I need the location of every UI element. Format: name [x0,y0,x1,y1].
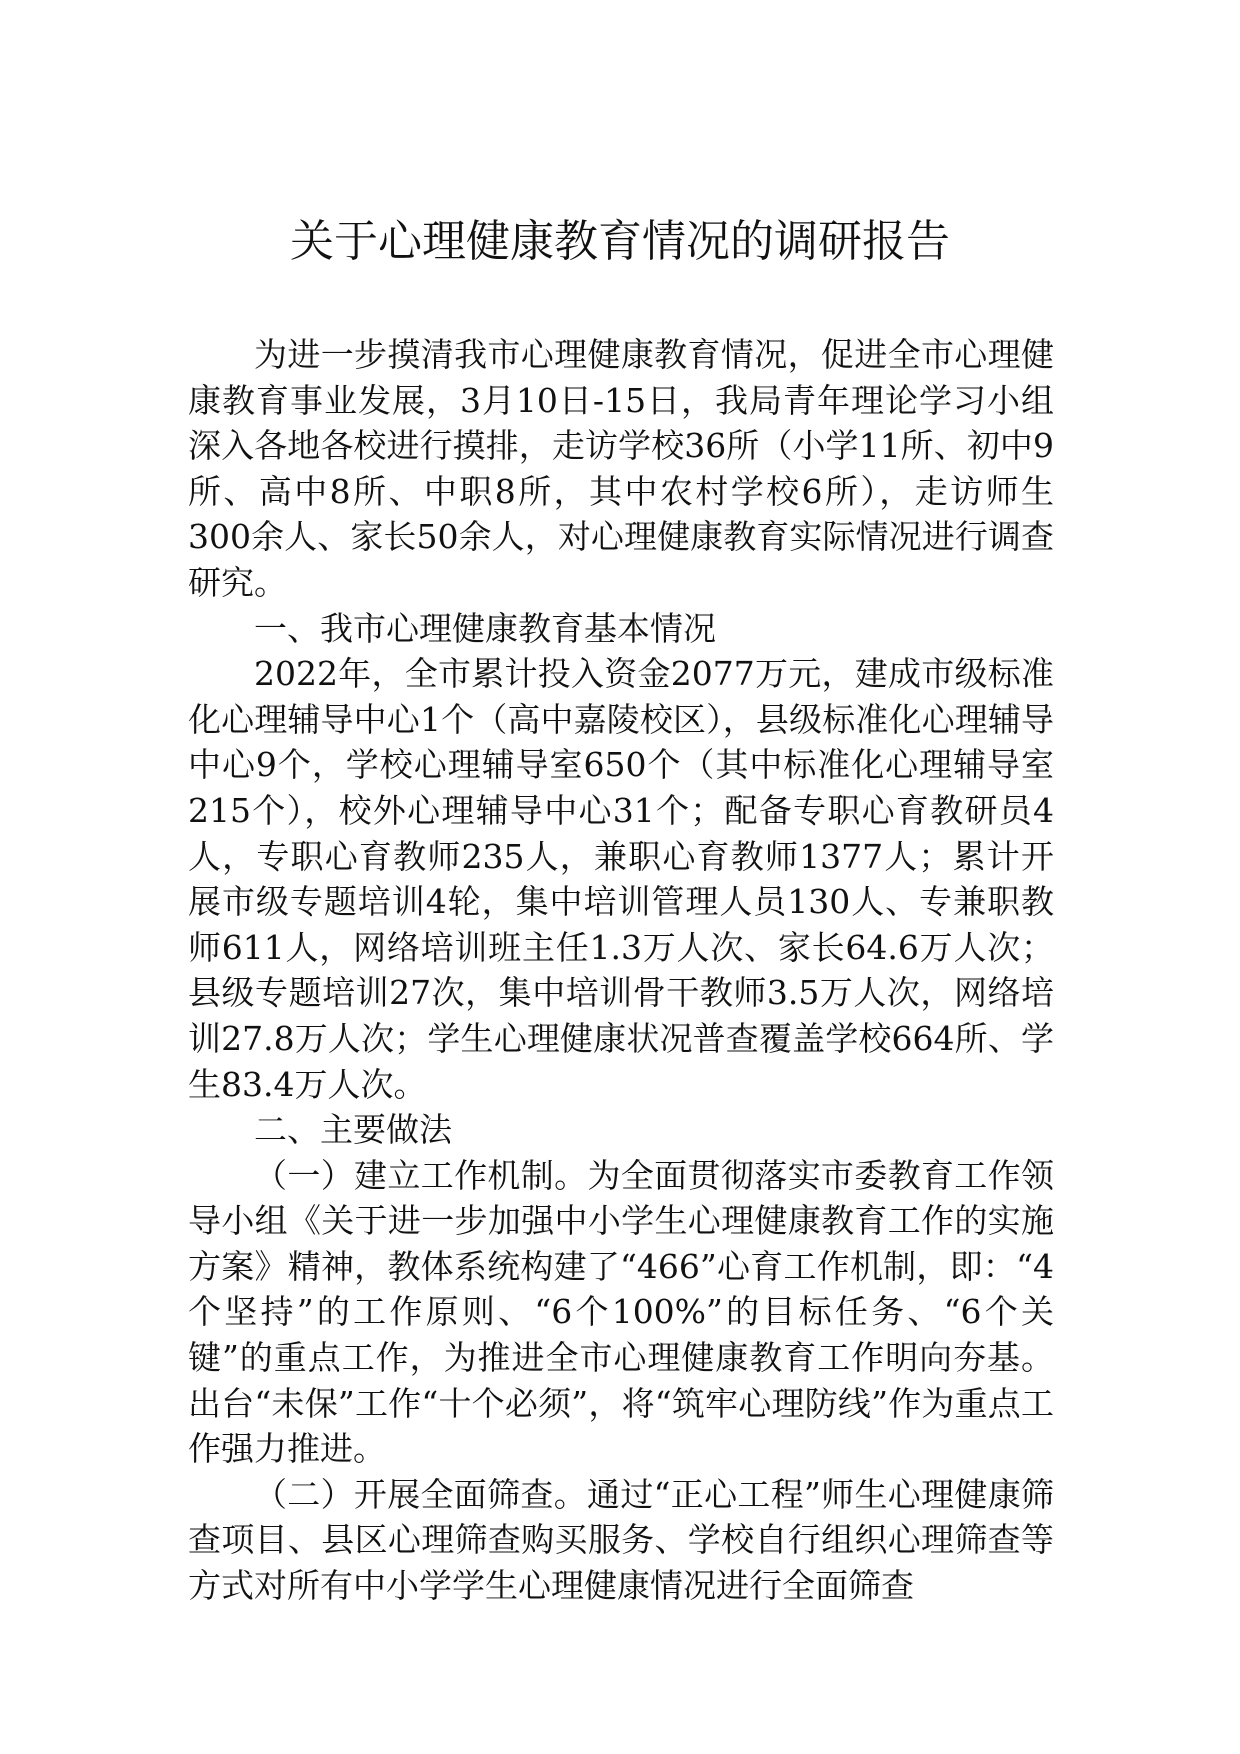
paragraph-intro: 为进一步摸清我市心理健康教育情况，促进全市心理健康教育事业发展，3月10日-15日，我局青年理论学习小组深入各地各校进行摸排，走访学校36所（小学11所、初中9所、高中8所、中职8所，其中农村学校6所），走访师生300余人、家长50余人，对心理健康教育实际情况进行调查研究。 [188,335,1054,602]
document-body [188,332,1054,1609]
paragraph-work-mechanism: （一）建立工作机制。为全面贯彻落实市委教育工作领导小组《关于进一步加强中小学生心理健康教育工作的实施方案》精神，教体系统构建了“466”心育工作机制，即：“4个坚持”的工作原则、“6个100%”的目标任务、“6个关键”的重点工作，为推进全市心理健康教育工作明向夯基。出台“未保”工作“十个必须”，将“筑牢心理防线”作为重点工作强力推进。 [188,1155,1054,1469]
paragraph-basic-situation: 2022年，全市累计投入资金2077万元，建成市级标准化心理辅导中心1个（高中嘉陵校区），县级标准化心理辅导中心9个，学校心理辅导室650个（其中标准化心理辅导室215个），校外心理辅导中心31个；配备专职心育教研员4人，专职心育教师235人，兼职心育教师1377人；累计开展市级专题培训4轮，集中培训管理人员130人、专兼职教师611人，网络培训班主任1.3万人次、家长64.6万人次；县级专题培训27次，集中培训骨干教师3.5万人次，网络培训27.8万人次；学生心理健康状况普查覆盖学校664所、学生83.4万人次。 [188,654,1054,1104]
document-title: 关于心理健康教育情况的调研报告 [290,216,950,267]
paragraph-screening: （二）开展全面筛查。通过“正心工程”师生心理健康筛查项目、县区心理筛查购买服务、学校自行组织心理筛查等方式对所有中小学学生心理健康情况进行全面筛查 [188,1474,1054,1606]
section-heading-main-practices: 二、主要做法 [254,1110,452,1150]
section-heading-basic-situation: 一、我市心理健康教育基本情况 [254,608,716,648]
